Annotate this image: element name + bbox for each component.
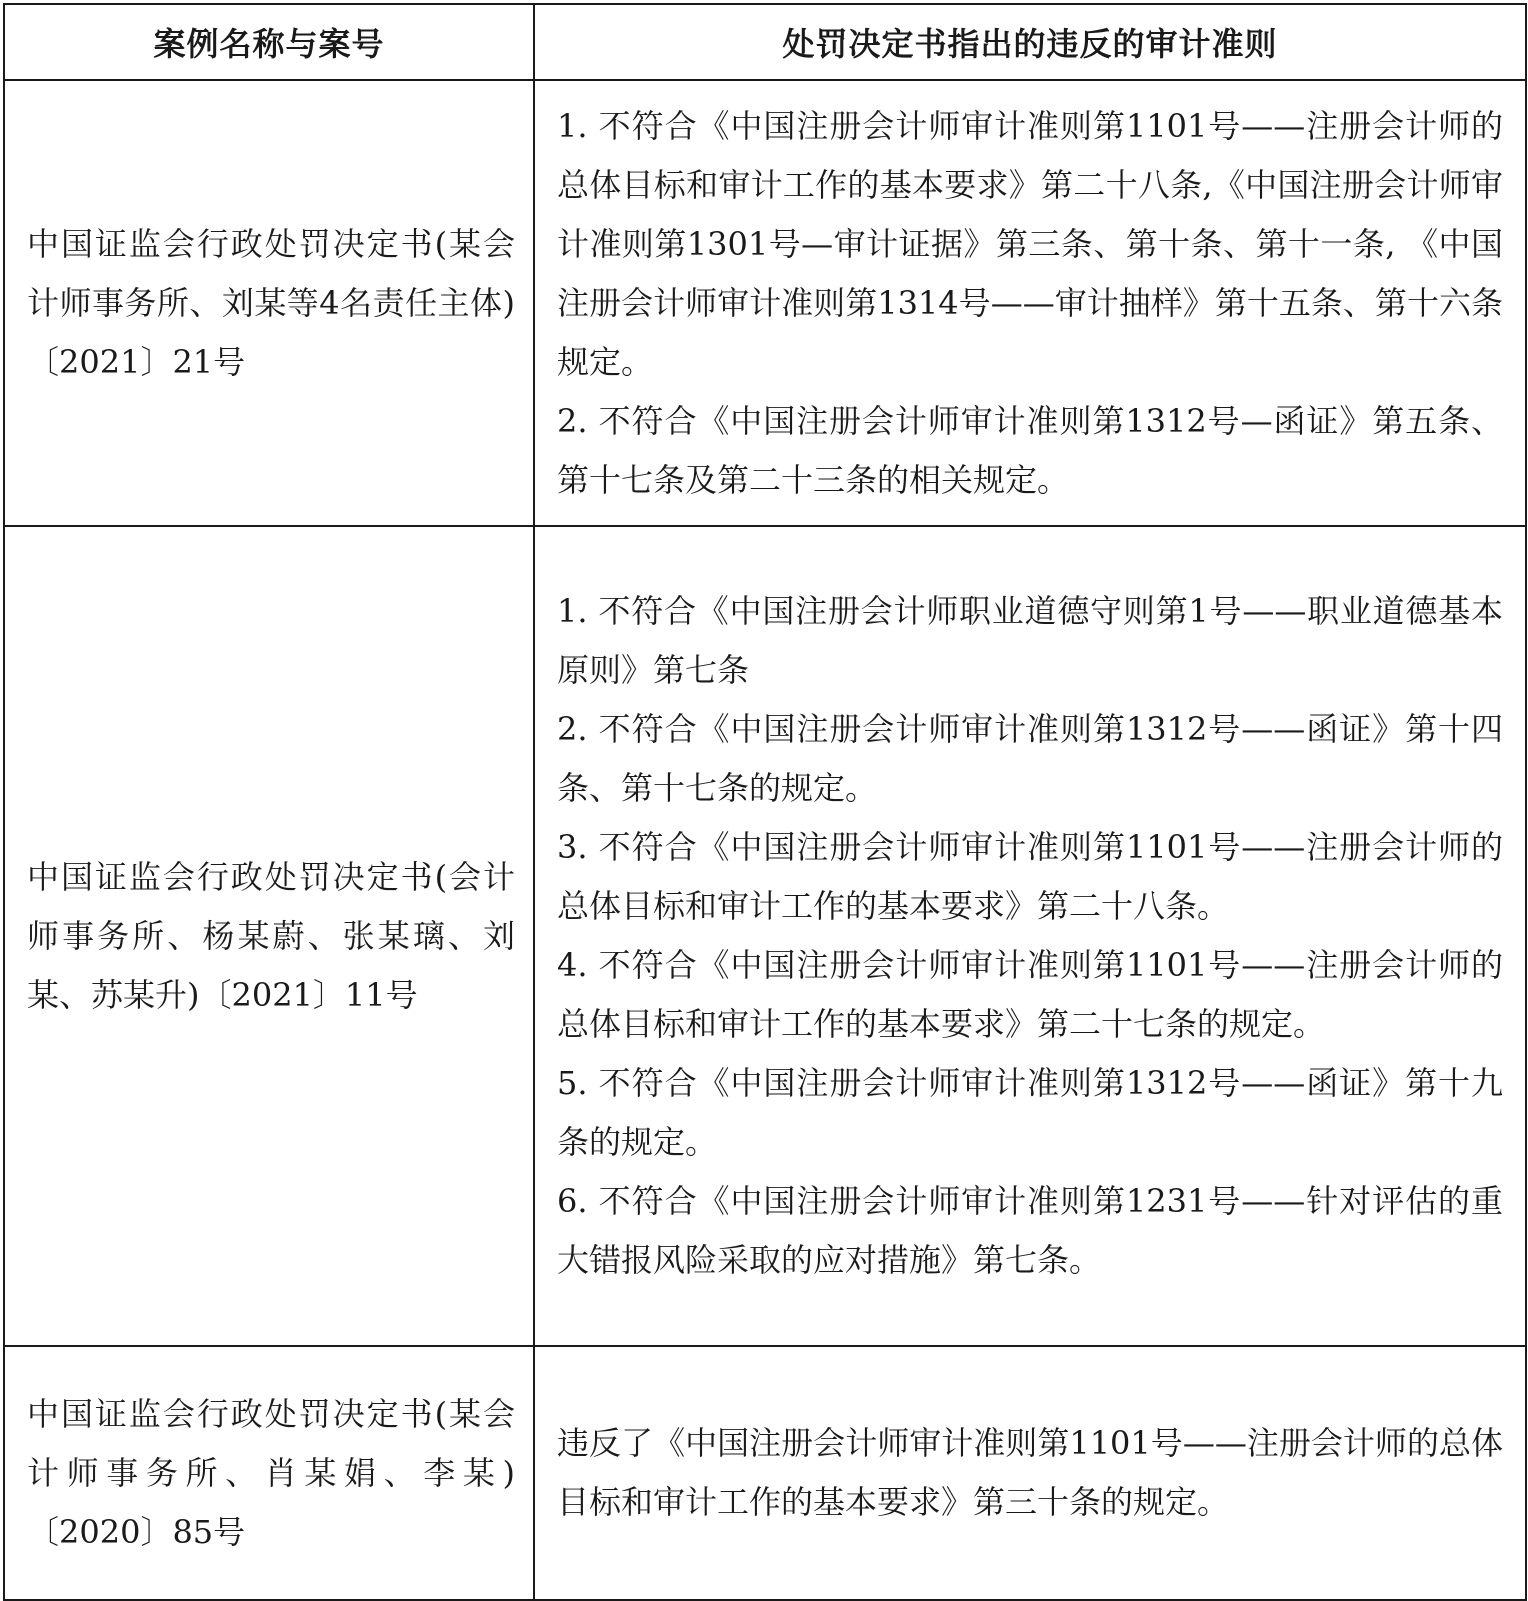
violated-standards-cell bbox=[534, 526, 1526, 1346]
penalty-cases-table bbox=[3, 3, 1527, 1601]
standard-item: 1. 不符合《中国注册会计师职业道德守则第1号——职业道德基本原则》第七条 bbox=[557, 592, 1503, 689]
standard-item: 1. 不符合《中国注册会计师审计准则第1101号——注册会计师的总体目标和审计工作的基本要求》第二十八条,《中国注册会计师审计准则第1301号—审计证据》第三条、第十条、第十一条, 《中国注册会计师审计准则第1314号——审计抽样》第十五条、第十六条规定。 bbox=[557, 106, 1503, 381]
standard-item: 6. 不符合《中国注册会计师审计准则第1231号——针对评估的重大错报风险采取的应对措施》第七条。 bbox=[557, 1182, 1503, 1279]
case-name-cell: 中国证监会行政处罚决定书(会计师事务所、杨某蔚、张某璃、刘某、苏某升)〔2021〕11号 bbox=[4, 526, 534, 1346]
standard-item: 违反了《中国注册会计师审计准则第1101号——注册会计师的总体目标和审计工作的基本要求》第三十条的规定。 bbox=[557, 1424, 1503, 1521]
case-name-cell: 中国证监会行政处罚决定书(某会计师事务所、肖某娟、李某)〔2020〕85号 bbox=[4, 1346, 534, 1600]
violated-standards-cell bbox=[534, 1346, 1526, 1600]
violated-standards-cell bbox=[534, 80, 1526, 526]
standard-item: 2. 不符合《中国注册会计师审计准则第1312号—函证》第五条、第十七条及第二十三条的相关规定。 bbox=[557, 401, 1503, 499]
table-header-row bbox=[4, 4, 1526, 80]
standard-item: 3. 不符合《中国注册会计师审计准则第1101号——注册会计师的总体目标和审计工作的基本要求》第二十八条。 bbox=[557, 828, 1503, 925]
standard-item: 2. 不符合《中国注册会计师审计准则第1312号——函证》第十四条、第十七条的规定。 bbox=[557, 710, 1503, 807]
standard-item: 4. 不符合《中国注册会计师审计准则第1101号——注册会计师的总体目标和审计工作的基本要求》第二十七条的规定。 bbox=[557, 946, 1503, 1043]
header-violated-standards: 处罚决定书指出的违反的审计准则 bbox=[534, 4, 1526, 80]
header-case-name: 案例名称与案号 bbox=[4, 4, 534, 80]
case-name-cell: 中国证监会行政处罚决定书(某会计师事务所、刘某等4名责任主体)〔2021〕21号 bbox=[4, 80, 534, 526]
table-row bbox=[4, 1346, 1526, 1600]
standard-item: 5. 不符合《中国注册会计师审计准则第1312号——函证》第十九条的规定。 bbox=[557, 1064, 1503, 1161]
table-row bbox=[4, 526, 1526, 1346]
table-row bbox=[4, 80, 1526, 526]
